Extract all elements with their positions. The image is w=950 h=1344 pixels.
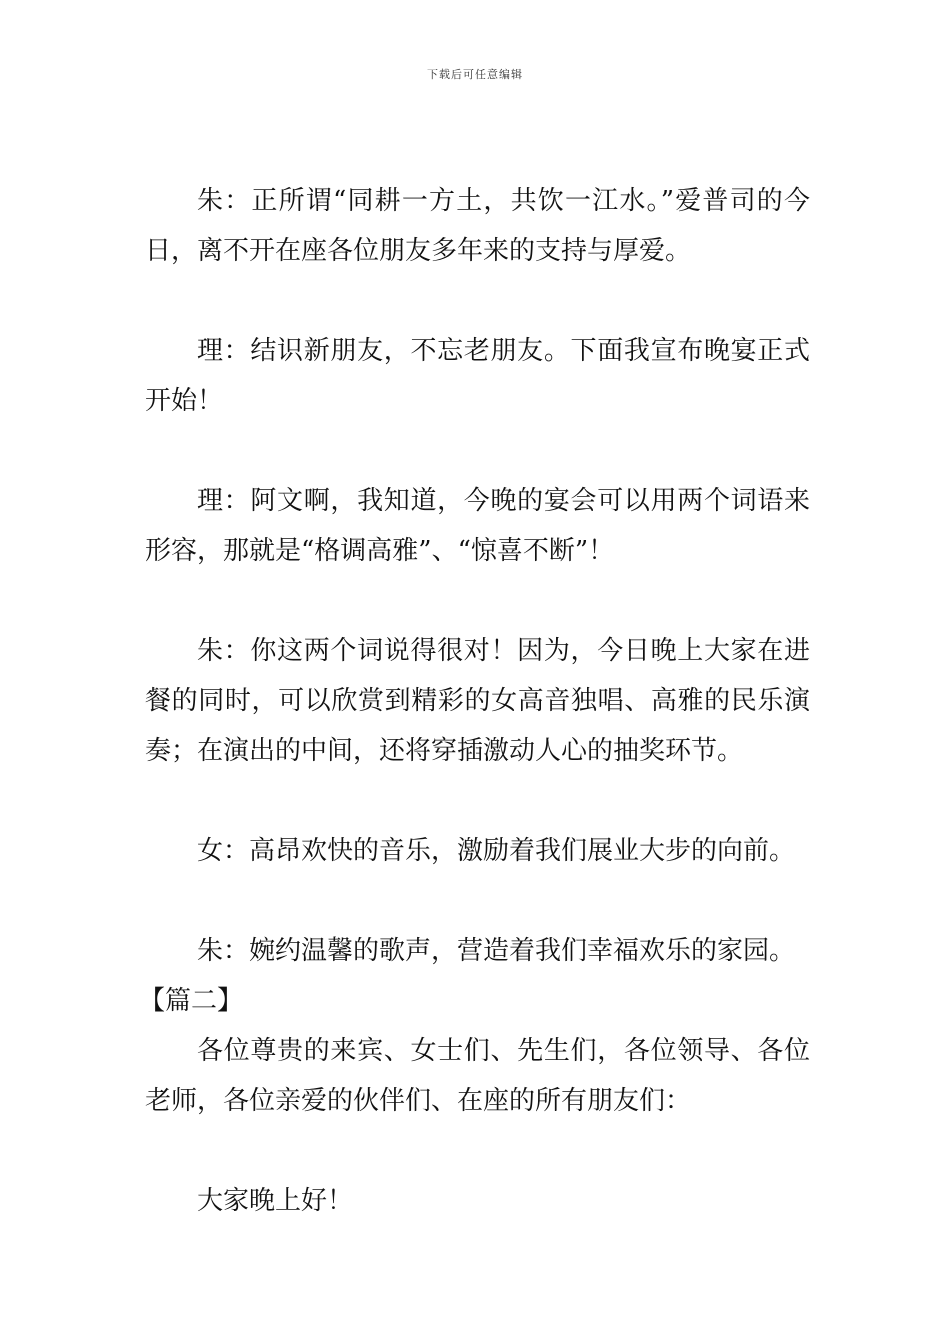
section-title: 【篇二】 bbox=[139, 986, 244, 1016]
paragraph: 朱：正所谓“同耕一方土，共饮一江水。”爱普司的今日，离不开在座各位朋友多年来的支持与厚爱。 bbox=[145, 186, 810, 266]
document-body bbox=[139, 176, 810, 1276]
paragraph: 朱：你这两个词说得很对！因为，今日晚上大家在进餐的同时，可以欣赏到精彩的女高音独唱、高雅的民乐演奏；在演出的中间，还将穿插激动人心的抽奖环节。 bbox=[145, 636, 810, 766]
paragraph: 朱：婉约温馨的歌声，营造着我们幸福欢乐的家园。 bbox=[197, 936, 796, 966]
paragraph: 女：高昂欢快的音乐，激励着我们展业大步的向前。 bbox=[197, 836, 796, 866]
page-header-note: 下载后可任意编辑 bbox=[427, 68, 523, 81]
paragraph: 各位尊贵的来宾、女士们、先生们，各位领导、各位老师，各位亲爱的伙伴们、在座的所有朋友们： bbox=[145, 1036, 810, 1116]
paragraph: 大家晚上好！ bbox=[197, 1186, 354, 1216]
paragraph: 理：阿文啊，我知道，今晚的宴会可以用两个词语来形容，那就是“格调高雅”、“惊喜不断”！ bbox=[145, 486, 810, 566]
paragraph: 理：结识新朋友，不忘老朋友。下面我宣布晚宴正式开始！ bbox=[145, 336, 810, 416]
